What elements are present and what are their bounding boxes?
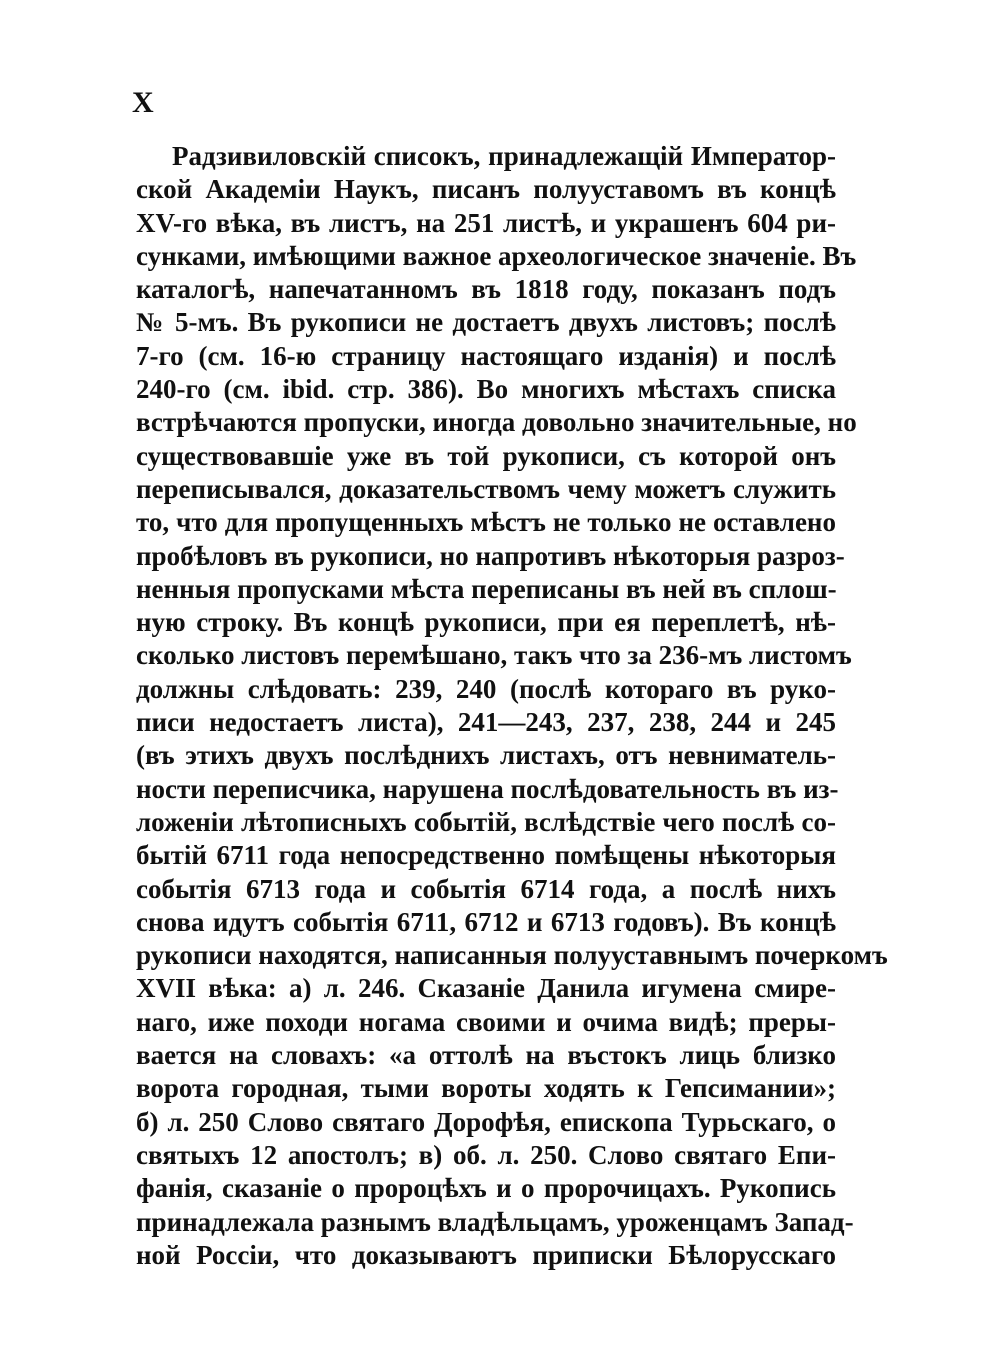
text-line: № 5-мъ. Въ рукописи не достаетъ двухъ листовъ; послѣ xyxy=(136,307,836,338)
text-line: ской Академіи Наукъ, писанъ полууставомъ въ концѣ xyxy=(136,174,836,205)
text-line: снова идутъ событія 6711, 6712 и 6713 годовъ). Въ концѣ xyxy=(136,906,836,937)
text-line: ности переписчика, нарушена послѣдовательность въ из- xyxy=(136,773,839,804)
text-line: переписывался, доказательствомъ чему можетъ служить xyxy=(136,473,836,504)
text-line: (въ этихъ двухъ послѣднихъ листахъ, отъ невниматель- xyxy=(136,740,836,771)
text-line: вается на словахъ: «а оттолѣ на въстокъ лиць близко xyxy=(136,1040,836,1071)
page-number: X xyxy=(132,86,154,119)
text-line: сунками, имѣющими важное археологическое значеніе. Въ xyxy=(136,240,857,271)
text-line: должны слѣдовать: 239, 240 (послѣ котораго въ руко- xyxy=(136,673,836,704)
text-line: ворота городная, тыми вороты ходять к Гепсимании»; xyxy=(136,1073,836,1104)
text-line: фанія, сказаніе о пророцѣхъ и о пророчицахъ. Рукопись xyxy=(136,1173,836,1204)
text-line: б) л. 250 Слово святаго Дорофѣя, епископа Турьскаго, о xyxy=(136,1106,836,1137)
text-line: 240-го (см. ibid. стр. 386). Во многихъ мѣстахъ списка xyxy=(136,374,836,405)
text-line: ложеніи лѣтописныхъ событій, вслѣдствіе чего послѣ со- xyxy=(136,806,836,837)
text-line: каталогѣ, напечатанномъ въ 1818 году, показанъ подъ xyxy=(136,274,836,305)
text-line: XVII вѣка: а) л. 246. Сказаніе Данила игумена смире- xyxy=(136,973,836,1004)
text-line: то, что для пропущенныхъ мѣстъ не только не оставлено xyxy=(136,507,836,538)
text-line: святыхъ 12 апостолъ; в) об. л. 250. Слово святаго Епи- xyxy=(136,1139,836,1170)
text-line: встрѣчаются пропуски, иногда довольно значительные, но xyxy=(136,407,857,438)
body-text xyxy=(136,140,888,1272)
text-line: ную строку. Въ концѣ рукописи, при ея переплетѣ, нѣ- xyxy=(136,607,836,638)
text-line: рукописи находятся, написанныя полууставнымъ почеркомъ xyxy=(136,940,888,971)
text-line: существовавшіе уже въ той рукописи, съ которой онъ xyxy=(136,440,836,471)
text-line: сколько листовъ перемѣшано, такъ что за 236-мъ листомъ xyxy=(136,640,852,671)
text-line: пробѣловъ въ рукописи, но напротивъ нѣкоторыя разроз- xyxy=(136,540,845,571)
text-line: писи недостаетъ листа), 241—243, 237, 238, 244 и 245 xyxy=(136,707,836,738)
text-line: Радзивиловскій списокъ, принадлежащій Император- xyxy=(172,141,836,171)
text-line: ненныя пропусками мѣста переписаны въ ней въ сплош- xyxy=(136,573,837,604)
text-line: принадлежала разнымъ владѣльцамъ, уроженцамъ Запад- xyxy=(136,1206,854,1237)
text-line: ной Россіи, что доказываютъ приписки Бѣлорусскаго xyxy=(136,1239,836,1270)
text-line: 7-го (см. 16-ю страницу настоящаго изданія) и послѣ xyxy=(136,340,836,371)
text-line: XV-го вѣка, въ листъ, на 251 листѣ, и украшенъ 604 ри- xyxy=(136,207,836,238)
text-line: наго, иже походи ногама своими и очима видѣ; преры- xyxy=(136,1006,836,1037)
text-line: бытій 6711 года непосредственно помѣщены нѣкоторыя xyxy=(136,840,836,871)
text-line: событія 6713 года и событія 6714 года, а послѣ нихъ xyxy=(136,873,836,904)
